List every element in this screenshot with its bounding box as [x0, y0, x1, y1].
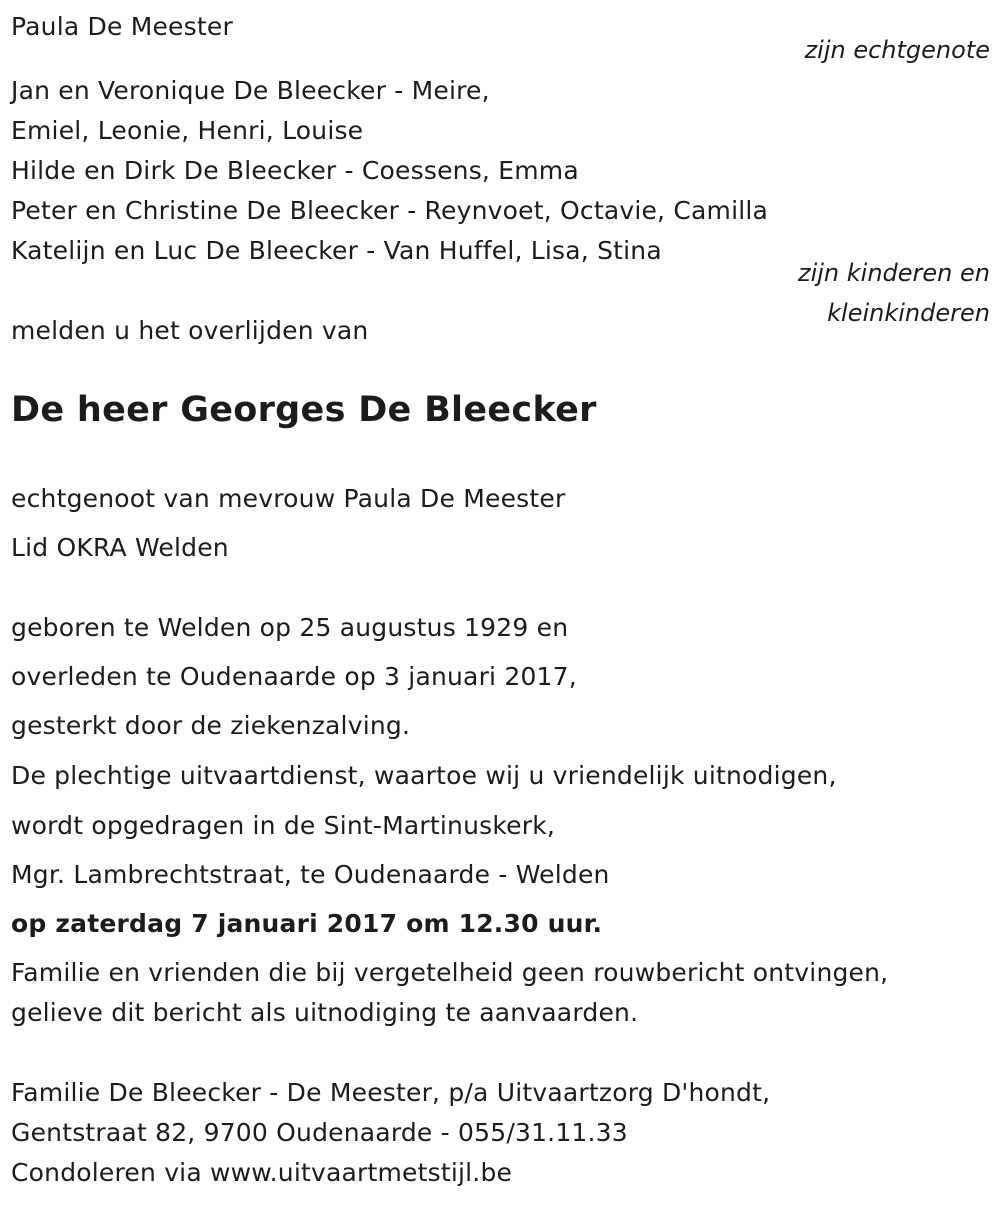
spouse-role: zijn echtgenote [804, 36, 990, 64]
detail-service: De plechtige uitvaartdienst, waartoe wij u vriendelijk uitnodigen, [11, 761, 837, 790]
contact-line-3: Condoleren via www.uitvaartmetstijl.be [11, 1158, 513, 1187]
children-line-2: Emiel, Leonie, Henri, Louise [11, 116, 364, 145]
deceased-membership: Lid OKRA Welden [11, 533, 229, 562]
contact-line-1: Familie De Bleecker - De Meester, p/a Uitvaartzorg D'hondt, [11, 1078, 771, 1107]
children-line-3: Hilde en Dirk De Bleecker - Coessens, Emma [11, 156, 579, 185]
spouse-name: Paula De Meester [11, 12, 233, 41]
notice-line-1: Familie en vrienden die bij vergetelheid geen rouwbericht ontvingen, [11, 958, 889, 987]
deceased-name: De heer Georges De Bleecker [11, 390, 597, 430]
detail-address: Mgr. Lambrechtstraat, te Oudenaarde - Welden [11, 860, 610, 889]
children-line-1: Jan en Veronique De Bleecker - Meire, [11, 76, 490, 105]
deceased-spouse-line: echtgenoot van mevrouw Paula De Meester [11, 484, 566, 513]
children-role-line-1: zijn kinderen en [798, 259, 990, 287]
notice-line-2: gelieve dit bericht als uitnodiging te aanvaarden. [11, 998, 639, 1027]
children-line-5: Katelijn en Luc De Bleecker - Van Huffel, Lisa, Stina [11, 236, 662, 265]
announcement-text: melden u het overlijden van [11, 316, 369, 345]
children-role-line-2: kleinkinderen [827, 299, 990, 327]
detail-death: overleden te Oudenaarde op 3 januari 2017, [11, 662, 577, 691]
children-line-4: Peter en Christine De Bleecker - Reynvoet, Octavie, Camilla [11, 196, 769, 225]
detail-birth: geboren te Welden op 25 augustus 1929 en [11, 613, 569, 642]
contact-line-2: Gentstraat 82, 9700 Oudenaarde - 055/31.11.33 [11, 1118, 628, 1147]
funeral-date-time: op zaterdag 7 januari 2017 om 12.30 uur. [11, 909, 603, 938]
detail-sacrament: gesterkt door de ziekenzalving. [11, 711, 411, 740]
detail-church: wordt opgedragen in de Sint-Martinuskerk, [11, 811, 556, 840]
